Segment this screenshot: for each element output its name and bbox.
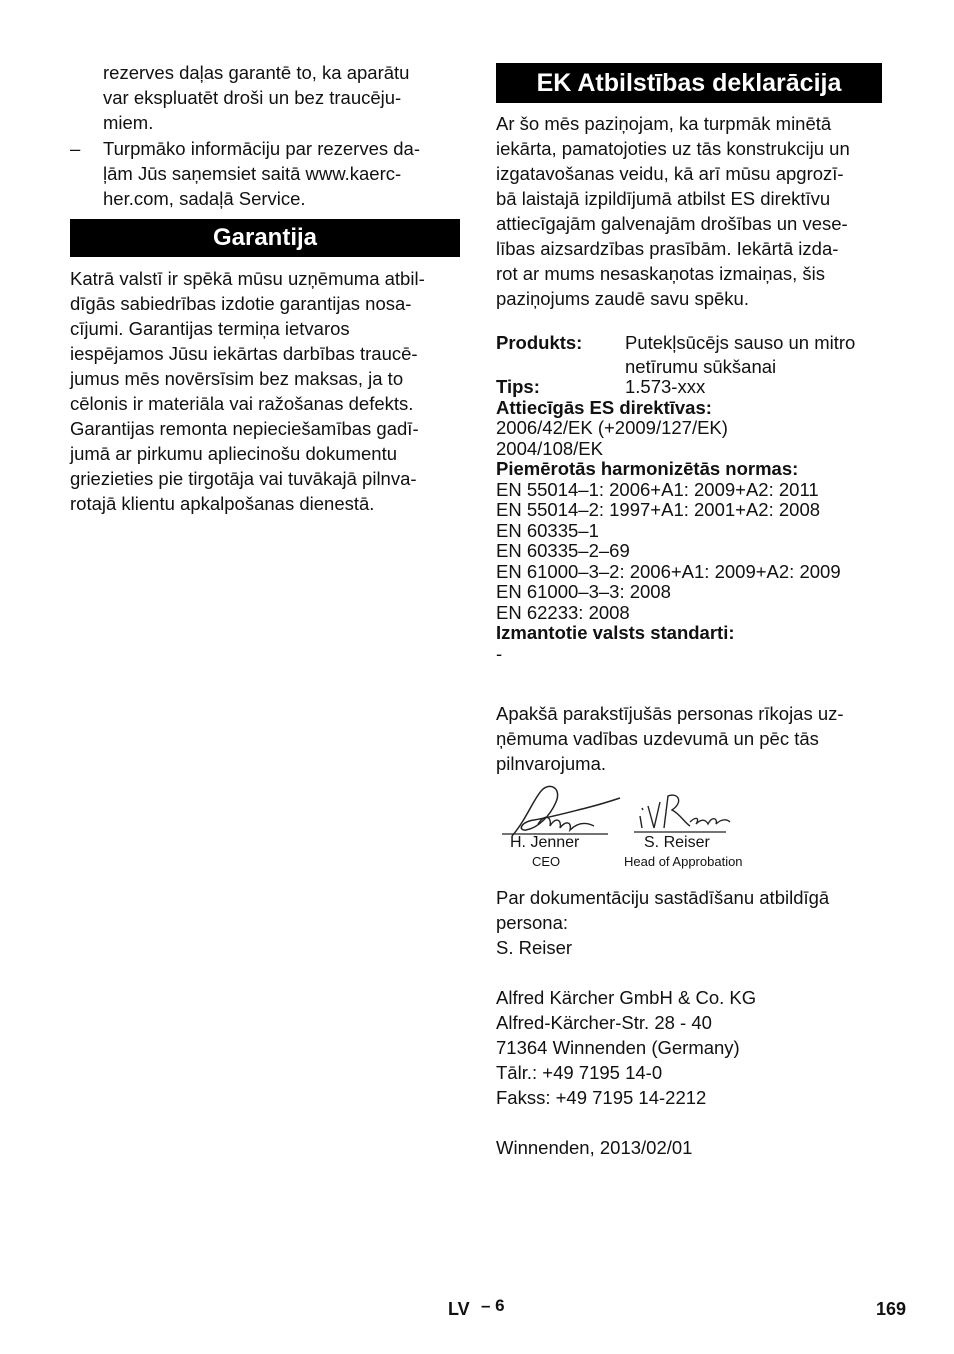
- text-line: jumus mēs novērsīsim bez maksas, ja to: [70, 368, 404, 389]
- text-line: cījumi. Garantijas termiņa ietvaros: [70, 318, 350, 339]
- text-line: Katrā valstī ir spēkā mūsu uzņēmuma atbil-: [70, 268, 425, 289]
- signer-2-title: Head of Approbation: [624, 854, 743, 869]
- produkts-label: Produkts:: [496, 332, 583, 353]
- signature-jenner-image: [498, 782, 622, 840]
- norms-label: Piemērotās harmonizētās normas:: [496, 458, 799, 479]
- place-date: [496, 1135, 886, 1160]
- text-line: Par dokumentāciju sastādīšanu atbildīgā: [496, 887, 830, 908]
- text-line: izgatavošanas veidu, kā arī mūsu apgrozī-: [496, 163, 844, 184]
- documentation-responsible: [496, 885, 886, 960]
- text-line: Alfred Kärcher GmbH & Co. KG: [496, 987, 757, 1008]
- signer-2-name: S. Reiser: [644, 834, 710, 851]
- signature-reiser-image: [634, 788, 734, 834]
- produkts-value: Putekļsūcējs sauso un mitro: [625, 332, 856, 353]
- text-line: pilnvarojuma.: [496, 753, 607, 774]
- text-line: Turpmāko informāciju par rezerves da-: [103, 138, 421, 159]
- text-line: Garantijas remonta nepieciešamības gadī-: [70, 418, 419, 439]
- bullet-item: [70, 136, 462, 211]
- continued-paragraph: [103, 60, 463, 135]
- signature-area: [496, 780, 886, 875]
- signatories-paragraph: [496, 701, 886, 776]
- footer-page-number: 169: [876, 1299, 907, 1319]
- text-line: Fakss: +49 7195 14-2212: [496, 1087, 707, 1108]
- text-line: Alfred-Kärcher-Str. 28 - 40: [496, 1012, 712, 1033]
- text-line: ņēmuma vadības uzdevumā un pēc tās: [496, 728, 819, 749]
- text-line: Tālr.: +49 7195 14-0: [496, 1062, 663, 1083]
- directives-label: Attiecīgās ES direktīvas:: [496, 396, 712, 418]
- text-line: attiecīgajām galvenajām drošības un vese-: [496, 213, 848, 234]
- norm-item: EN 60335–2–69: [496, 540, 630, 561]
- text-line: iespējamos Jūsu iekārtas darbības traucē-: [70, 343, 418, 364]
- garantija-paragraph: [70, 266, 462, 516]
- national-standards-label: Izmantotie valsts standarti:: [496, 622, 735, 643]
- text-line: Ar šo mēs paziņojam, ka turpmāk minētā: [496, 113, 832, 134]
- company-address: [496, 985, 886, 1110]
- norm-item: EN 62233: 2008: [496, 601, 630, 623]
- section-heading-ek-declaration: [496, 63, 882, 103]
- text-line: bā laistajā izpildījumā atbilst ES direktīvu: [496, 188, 831, 209]
- produkts-value-cont: netīrumu sūkšanai: [625, 356, 777, 377]
- tips-row: [496, 377, 886, 398]
- tips-label: Tips:: [496, 376, 540, 397]
- produkts-row: [496, 330, 886, 377]
- product-block: [496, 330, 886, 664]
- norm-item: EN 60335–1: [496, 519, 599, 541]
- section-heading-garantija: [70, 219, 460, 257]
- norm-item: EN 55014–2: 1997+A1: 2001+A2: 2008: [496, 499, 821, 520]
- text-line: ļām Jūs saņemsiet saitā www.kaerc-: [103, 163, 402, 184]
- directive-item: 2006/42/EK (+2009/127/EK): [496, 417, 728, 438]
- text-line: Apakšā parakstījušās personas rīkojas uz-: [496, 703, 844, 724]
- bullet-dash: –: [70, 138, 81, 159]
- norm-item: EN 55014–1: 2006+A1: 2009+A2: 2011: [496, 478, 819, 500]
- text-line: rotajā klientu apkalpošanas dienestā.: [70, 493, 375, 514]
- text-line: miem.: [103, 112, 154, 133]
- signer-1-title: CEO: [532, 854, 561, 869]
- text-line: var ekspluatēt droši un bez traucēju-: [103, 87, 402, 108]
- signer-1-name: H. Jenner: [510, 834, 580, 851]
- norm-item: EN 61000–3–3: 2008: [496, 581, 671, 602]
- text-line: S. Reiser: [496, 937, 573, 958]
- text-line: cēlonis ir materiāla vai ražošanas defekts.: [70, 393, 414, 414]
- footer-language: LV: [448, 1299, 470, 1319]
- text-line: persona:: [496, 912, 568, 933]
- text-line: paziņojums zaudē savu spēku.: [496, 288, 749, 309]
- norm-item: EN 61000–3–2: 2006+A1: 2009+A2: 2009: [496, 560, 841, 582]
- text-line: rot ar mums nesaskaņotas izmaiņas, šis: [496, 263, 826, 284]
- text-line: rezerves daļas garantē to, ka aparātu: [103, 62, 410, 83]
- text-line: 71364 Winnenden (Germany): [496, 1037, 740, 1058]
- place-date-text: Winnenden, 2013/02/01: [496, 1137, 693, 1158]
- declaration-intro: [496, 111, 886, 311]
- tips-value: 1.573-xxx: [625, 376, 706, 397]
- text-line: jumā ar pirkumu apliecinošu dokumentu: [70, 443, 398, 464]
- footer-section-page: – 6: [481, 1296, 505, 1315]
- section-heading-text: Garantija: [212, 224, 318, 251]
- directive-item: 2004/108/EK: [496, 437, 603, 459]
- national-standards-value: -: [496, 642, 503, 664]
- text-line: lības aizsardzības prasībām. Iekārtā izda-: [496, 238, 839, 259]
- section-heading-text: EK Atbilstības deklarācija: [536, 69, 842, 97]
- text-line: her.com, sadaļā Service.: [103, 188, 306, 209]
- text-line: iekārta, pamatojoties uz tās konstrukciju un: [496, 138, 850, 159]
- text-line: griezieties pie tirgotāja vai tuvākajā pilnva-: [70, 468, 417, 489]
- text-line: dīgās sabiedrības izdotie garantijas nosa-: [70, 293, 412, 314]
